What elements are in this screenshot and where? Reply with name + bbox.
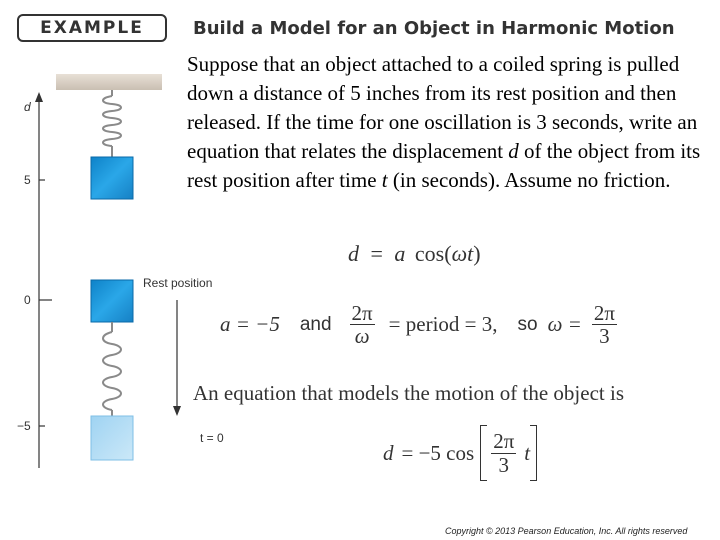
spring-diagram [0,60,240,480]
example-badge: EXAMPLE [17,14,167,42]
problem-text-3: (in seconds). Assume no friction. [387,168,671,192]
problem-text-1: Suppose that an object attached to a coiled spring is pulled down a distance of 5 inches from its rest position and then released. If the time for one oscillation is 3 seconds, write an equation that relates the displacement [187,52,698,163]
spring-stretched [103,322,121,416]
tick-label-neg5: −5 [17,419,31,433]
variable-d: d [508,139,519,163]
tick-label-5: 5 [24,173,31,187]
equation-parameters: a = −5 and $\frac{2\pi}{\omega}$ = period = 3, so ω = $\frac{2\pi}{3}$ [220,301,615,349]
fraction-2pi-over-3: $\frac{2\pi}{3}$ [593,301,615,349]
ceiling [56,74,162,90]
block-top [91,157,133,199]
equation-final: d = −5 cos $\frac{2\pi}{3}$ t [383,425,537,481]
variable-t: t [381,168,388,192]
axis-arrowhead [35,92,43,102]
block-bottom [91,416,133,460]
axis-label-d: d [24,100,31,114]
block-rest [91,280,133,322]
copyright-notice: Copyright © 2013 Pearson Education, Inc. All rights reserved [445,526,688,536]
model-statement: An equation that models the motion of the object is [193,381,625,405]
tick-label-0: 0 [24,293,31,307]
equation-general: d = a cos(ωt) [348,241,481,266]
fraction-2pi-over-omega: $\frac{2\pi}{\omega}$ [351,301,373,349]
section-title: Build a Model for an Object in Harmonic Motion [193,18,675,39]
t0-label: t = 0 [200,431,224,445]
spring-compressed [103,90,121,157]
bracket-group: $\frac{2\pi}{3}$ t [480,425,537,481]
problem-statement [187,50,712,195]
problem-text-2: of the object from its rest position after time [187,139,701,192]
rest-position-label: Rest position [143,276,213,290]
fraction-final: $\frac{2\pi}{3}$ [493,429,515,477]
